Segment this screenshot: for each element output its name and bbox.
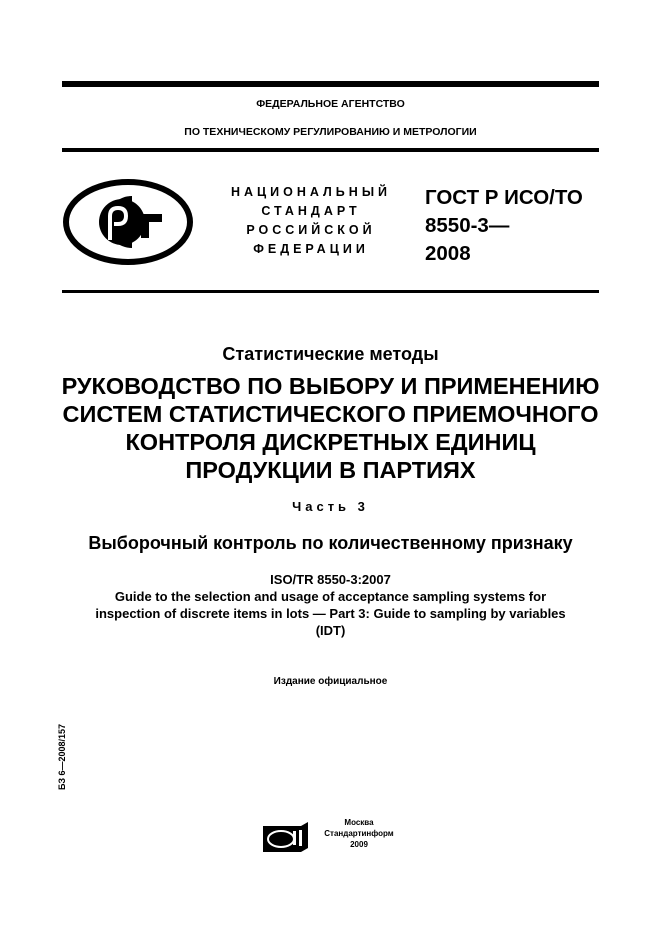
- designation-line: 8550-3—: [425, 214, 510, 237]
- part-label: Часть 3: [292, 499, 369, 514]
- designation-line: 2008: [425, 242, 471, 265]
- iso-reference: [40, 571, 621, 639]
- part-subtitle: Выборочный контроль по количественному признаку: [88, 533, 573, 553]
- designation-bottom-rule: [62, 290, 599, 293]
- iso-line: ISO/TR 8550-3:2007: [270, 572, 391, 587]
- publisher-name: Стандартинформ: [324, 829, 394, 838]
- iso-line: inspection of discrete items in lots — Part 3: Guide to sampling by variables: [95, 606, 566, 621]
- edition-label: Издание официальное: [273, 676, 388, 687]
- natstd-line: НАЦИОНАЛЬНЫЙ: [230, 185, 392, 199]
- publisher-year: 2009: [350, 840, 368, 849]
- standard-designation: [425, 184, 583, 268]
- natstd-line: СТАНДАРТ: [261, 204, 361, 218]
- natstd-line: ФЕДЕРАЦИИ: [253, 242, 369, 256]
- title-line: РУКОВОДСТВО ПО ВЫБОРУ И ПРИМЕНЕНИЮ: [61, 373, 600, 399]
- publisher-city: Москва: [344, 818, 374, 827]
- top-rule: [62, 81, 599, 87]
- side-code: БЗ 6—2008/157: [57, 723, 67, 790]
- publisher-block: [318, 817, 400, 850]
- agency-line-1: ФЕДЕРАЛЬНОЕ АГЕНТСТВО: [256, 98, 405, 110]
- title-line: СИСТЕМ СТАТИСТИЧЕСКОГО ПРИЕМОЧНОГО: [62, 401, 599, 427]
- title-line: ПРОДУКЦИИ В ПАРТИЯХ: [185, 457, 476, 483]
- document-title: [40, 372, 621, 484]
- gost-r-mark-icon: [62, 178, 194, 266]
- header-bottom-rule: [62, 148, 599, 152]
- designation-line: ГОСТ Р ИСО/ТО: [425, 186, 583, 209]
- standartinform-logo-icon: [263, 822, 308, 852]
- iso-line: Guide to the selection and usage of acceptance sampling systems for: [114, 589, 547, 604]
- title-line: КОНТРОЛЯ ДИСКРЕТНЫХ ЕДИНИЦ: [125, 429, 536, 455]
- national-standard-label: [222, 183, 400, 259]
- agency-line-2: ПО ТЕХНИЧЕСКОМУ РЕГУЛИРОВАНИЮ И МЕТРОЛОГИИ: [184, 126, 477, 138]
- subject-heading: Статистические методы: [222, 344, 439, 364]
- natstd-line: РОССИЙСКОЙ: [246, 223, 376, 237]
- iso-line: (IDT): [315, 623, 346, 638]
